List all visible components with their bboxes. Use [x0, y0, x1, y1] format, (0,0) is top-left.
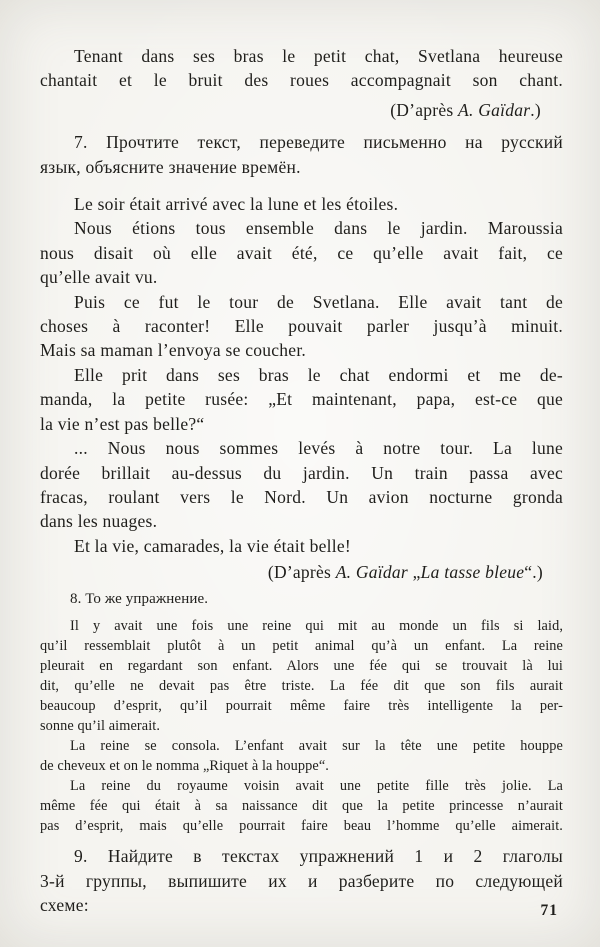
text-line: pleurait en regardant son enfant. Alors une fée qui se trouvait là lui — [40, 658, 563, 675]
text-line: dans les nuages. — [40, 511, 158, 532]
para-reine-3 — [40, 777, 563, 837]
attribution-text: .) — [530, 99, 541, 120]
text-line: Puis ce fut le tour de Svetlana. Elle avait tant de — [74, 291, 563, 312]
para-soir — [40, 192, 563, 216]
attribution-italic-text: A. Gaïdar — [335, 562, 408, 583]
text-line: Nous étions tous ensemble dans le jardin. Maroussia — [74, 218, 563, 239]
text-line: 7. Прочтите текст, переведите письменно на русский — [74, 132, 563, 153]
text-line: de cheveux et on le nomma „Riquet à la houppe“. — [40, 757, 329, 774]
para-vie — [40, 534, 563, 558]
text-line: pas d’esprit, mais qu’elle pourrait faire beau l’homme qu’elle aimerait. — [40, 817, 563, 834]
text-line: beaucoup d’esprit, qu’il pourrait même faire très intelligente la per- — [40, 698, 563, 715]
page-number: 71 — [540, 902, 558, 919]
text-line: схеме: — [40, 895, 89, 916]
attribution-italic-text: La tasse bleue — [420, 562, 525, 583]
exercise-9 — [40, 844, 563, 917]
text-line: La reine se consola. L’enfant avait sur la tête une petite houppe — [70, 737, 563, 754]
text-line: sonne qu’il aimerait. — [40, 717, 161, 734]
text-line: manda, la petite rusée: „Et maintenant, papa, est-ce que — [40, 389, 563, 410]
attribution-text: „ — [407, 562, 421, 583]
text-line: Elle prit dans ses bras le chat endormi et me de- — [74, 364, 563, 385]
attribution-line — [40, 560, 543, 584]
attribution-text: (D’après — [390, 99, 459, 120]
para-jardin — [40, 216, 563, 289]
attribution-italic-text: A. Gaïdar — [458, 99, 531, 120]
attribution-text: (D’après — [267, 562, 336, 583]
text-line: Tenant dans ses bras le petit chat, Svetlana heureuse — [74, 46, 563, 66]
text-line: même fée qui était à sa naissance dit que la petite princesse n’aurait — [40, 797, 563, 814]
text-line: qu’elle avait vu. — [40, 267, 158, 288]
text-line: qu’il ressemblait plutôt à un petit animal qu’à un enfant. La reine — [40, 638, 563, 655]
attribution-text: “.) — [524, 562, 543, 583]
text-line: 9. Найдите в текстах упражнений 1 и 2 глаголы — [74, 846, 563, 867]
text-line: 8. То же упражнение. — [70, 590, 209, 607]
text-line: Et la vie, camarades, la vie était belle! — [74, 535, 351, 556]
text-line: chantait et le bruit des roues accompagnait son chant. — [40, 70, 563, 91]
attribution-2 — [40, 560, 543, 584]
text-line: 3-й группы, выпишите их и разберите по следующей — [40, 870, 563, 891]
attribution-line — [40, 98, 541, 122]
exercise-8 — [40, 590, 563, 610]
para-lune — [40, 436, 563, 534]
text-line: Le soir était arrivé avec la lune et les étoiles. — [74, 194, 399, 215]
text-line: La reine du royaume voisin avait une petite fille très jolie. La — [70, 777, 563, 794]
text-line: язык, объясните значение времён. — [40, 156, 301, 177]
text-line: fracas, roulant vers le Nord. Un avion nocturne gronda — [40, 486, 563, 507]
text-line: ... Nous nous sommes levés à notre tour. La lune — [74, 438, 563, 459]
para-chat — [40, 363, 563, 436]
text-line: dorée brillait au-dessus du jardin. Un train passa avec — [40, 462, 563, 483]
para-reine-2 — [40, 737, 563, 777]
para-svetlana — [40, 290, 563, 363]
exercise-7 — [40, 130, 563, 179]
text-line: nous disait où elle avait été, ce qu’elle avait fait, ce — [40, 242, 563, 263]
text-line: Il y avait une fois une reine qui mit au monde un fils si laid, — [70, 618, 563, 635]
attribution-1 — [40, 98, 541, 122]
text-line: Mais sa maman l’envoya se coucher. — [40, 340, 307, 361]
para-reine-1 — [40, 617, 563, 736]
text-line: choses à raconter! Elle pouvait parler jusqu’à minuit. — [40, 316, 563, 337]
text-line: la vie n’est pas belle?“ — [40, 413, 205, 434]
intro — [40, 44, 563, 93]
text-line: dit, qu’elle ne devait pas être triste. La fée dit que son fils aurait — [40, 678, 563, 695]
